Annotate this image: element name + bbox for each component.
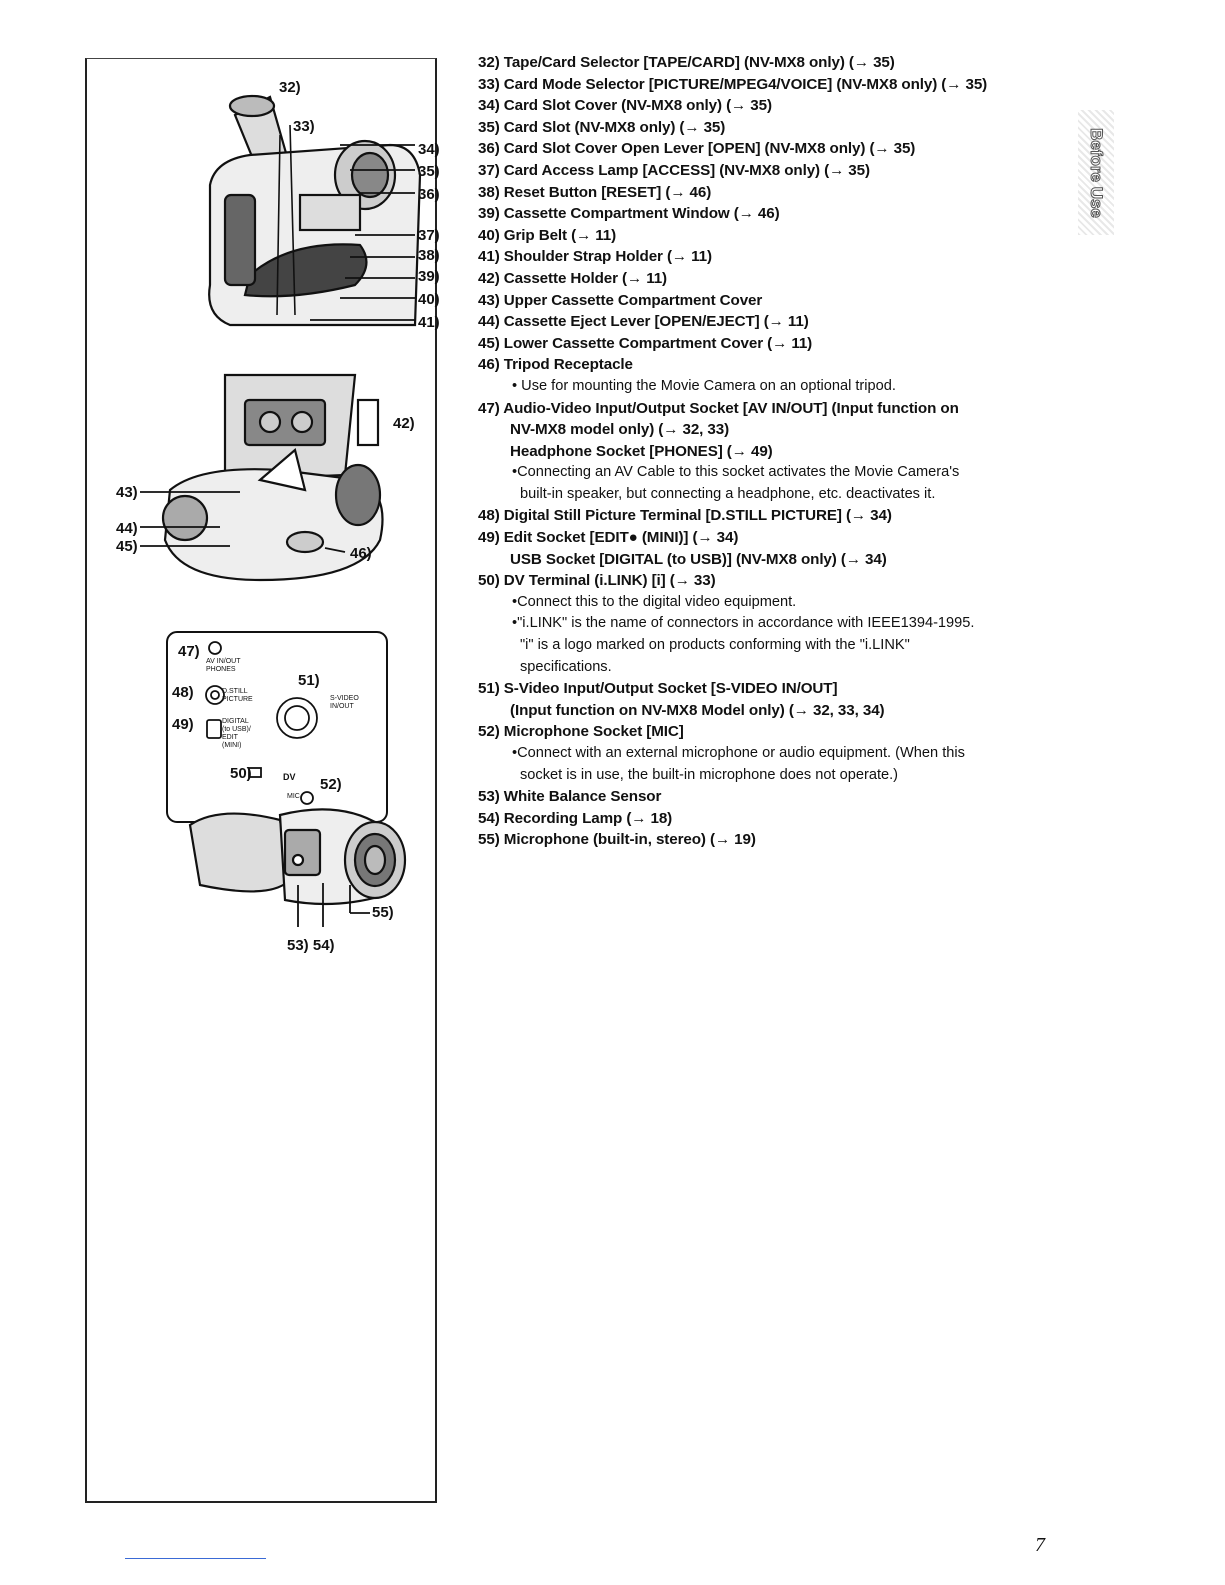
socket-label-av: AV IN/OUT PHONES	[206, 658, 241, 673]
list-item-subline: Headphone Socket [PHONES] (→ 49)	[510, 442, 773, 460]
socket-label-mic: MIC	[287, 793, 300, 800]
socket-label-dv: DV	[283, 772, 296, 782]
list-item: 42) Cassette Holder (→ 11)	[478, 269, 668, 287]
list-item-note: •Connect with an external microphone or audio equipment. (When this	[512, 745, 965, 761]
list-item-note: • Use for mounting the Movie Camera on an optional tripod.	[512, 377, 896, 394]
callout-44: 44)	[116, 520, 138, 537]
callout-42: 42)	[393, 415, 415, 432]
list-item-note: socket is in use, the built-in microphone does not operate.)	[520, 766, 899, 783]
page-number: 7	[1035, 1534, 1045, 1556]
list-item: 32) Tape/Card Selector [TAPE/CARD] (NV-MX8 only) (→ 35)	[478, 54, 895, 71]
callout-40: 40)	[418, 291, 440, 308]
list-item: 47) Audio-Video Input/Output Socket [AV IN/OUT] (Input function on	[478, 399, 959, 417]
list-item: 34) Card Slot Cover (NV-MX8 only) (→ 35)	[478, 97, 772, 115]
list-item: 33) Card Mode Selector [PICTURE/MPEG4/VOICE] (NV-MX8 only) (→ 35)	[478, 75, 988, 93]
parts-list	[478, 52, 1078, 851]
list-item: 41) Shoulder Strap Holder (→ 11)	[478, 248, 712, 266]
callout-46: 46)	[350, 545, 372, 562]
callout-39: 39)	[418, 268, 440, 285]
list-item: 48) Digital Still Picture Terminal [D.STILL PICTURE] (→ 34)	[478, 507, 892, 525]
callout-48: 48)	[172, 684, 194, 701]
section-tab-label: Before Use	[1087, 127, 1106, 218]
list-item: 35) Card Slot (NV-MX8 only) (→ 35)	[478, 118, 726, 136]
callout-33: 33)	[293, 118, 315, 135]
list-item-note: built-in speaker, but connecting a headphone, etc. deactivates it.	[520, 485, 936, 502]
callout-50: 50)	[230, 765, 252, 782]
list-item: 46) Tripod Receptacle	[478, 356, 633, 374]
socket-label-dstill: D.STILL PICTURE	[222, 688, 253, 703]
list-item: 50) DV Terminal (i.LINK) [i] (→ 33)	[478, 572, 716, 590]
list-item-subline: USB Socket [DIGITAL (to USB)] (NV-MX8 only) (→ 34)	[510, 550, 887, 568]
callout-49: 49)	[172, 716, 194, 733]
list-item: 51) S-Video Input/Output Socket [S-VIDEO IN/OUT]	[478, 680, 838, 698]
list-item: 38) Reset Button [RESET] (→ 46)	[478, 183, 712, 201]
footer-rule	[125, 1558, 266, 1559]
callout-43: 43)	[116, 484, 138, 501]
list-item: 39) Cassette Compartment Window (→ 46)	[478, 205, 780, 223]
callout-47: 47)	[178, 643, 200, 660]
list-item-subline: (Input function on NV-MX8 Model only) (→ 32, 33, 34)	[510, 701, 885, 719]
callout-45: 45)	[116, 538, 138, 555]
list-item: 44) Cassette Eject Lever [OPEN/EJECT] (→ 11)	[478, 313, 809, 331]
list-item-note: specifications.	[520, 658, 612, 675]
callout-52: 52)	[320, 776, 342, 793]
callout-38: 38)	[418, 247, 440, 264]
section-tab	[1078, 110, 1114, 235]
list-item-subline: NV-MX8 model only) (→ 32, 33)	[510, 421, 730, 439]
callout-36: 36)	[418, 186, 440, 203]
list-item: 37) Card Access Lamp [ACCESS] (NV-MX8 only) (→ 35)	[478, 161, 870, 179]
callout-32: 32)	[279, 79, 301, 96]
callout-34: 34)	[418, 141, 440, 158]
callout-55: 55)	[372, 904, 394, 921]
list-item: 45) Lower Cassette Compartment Cover (→ 11)	[478, 334, 813, 352]
socket-label-digital: DIGITAL (to USB)/ EDIT (MINI)	[222, 718, 251, 749]
list-item: 54) Recording Lamp (→ 18)	[478, 809, 673, 827]
callout-51: 51)	[298, 672, 320, 689]
list-item: 53) White Balance Sensor	[478, 788, 662, 806]
callout-53-54: 53) 54)	[287, 937, 335, 954]
list-item: 43) Upper Cassette Compartment Cover	[478, 291, 763, 309]
list-item-note: "i" is a logo marked on products conforming with the "i.LINK"	[520, 637, 910, 654]
callout-37: 37)	[418, 227, 440, 244]
callout-35: 35)	[418, 163, 440, 180]
socket-label-svideo: S-VIDEO IN/OUT	[330, 695, 359, 710]
list-item-note: •Connect this to the digital video equipment.	[512, 593, 797, 610]
list-item: 55) Microphone (built-in, stereo) (→ 19)	[478, 831, 756, 849]
list-item: 40) Grip Belt (→ 11)	[478, 226, 617, 244]
list-item: 36) Card Slot Cover Open Lever [OPEN] (NV-MX8 only) (→ 35)	[478, 140, 916, 158]
list-item: 49) Edit Socket [EDIT● (MINI)] (→ 34)	[478, 529, 739, 547]
list-item-note: •"i.LINK" is the name of connectors in accordance with IEEE1394-1995.	[512, 615, 975, 632]
callout-41: 41)	[418, 314, 440, 331]
list-item: 52) Microphone Socket [MIC]	[478, 723, 684, 741]
camera-side-illustration	[190, 85, 440, 335]
list-item-note: •Connecting an AV Cable to this socket activates the Movie Camera's	[512, 464, 960, 481]
